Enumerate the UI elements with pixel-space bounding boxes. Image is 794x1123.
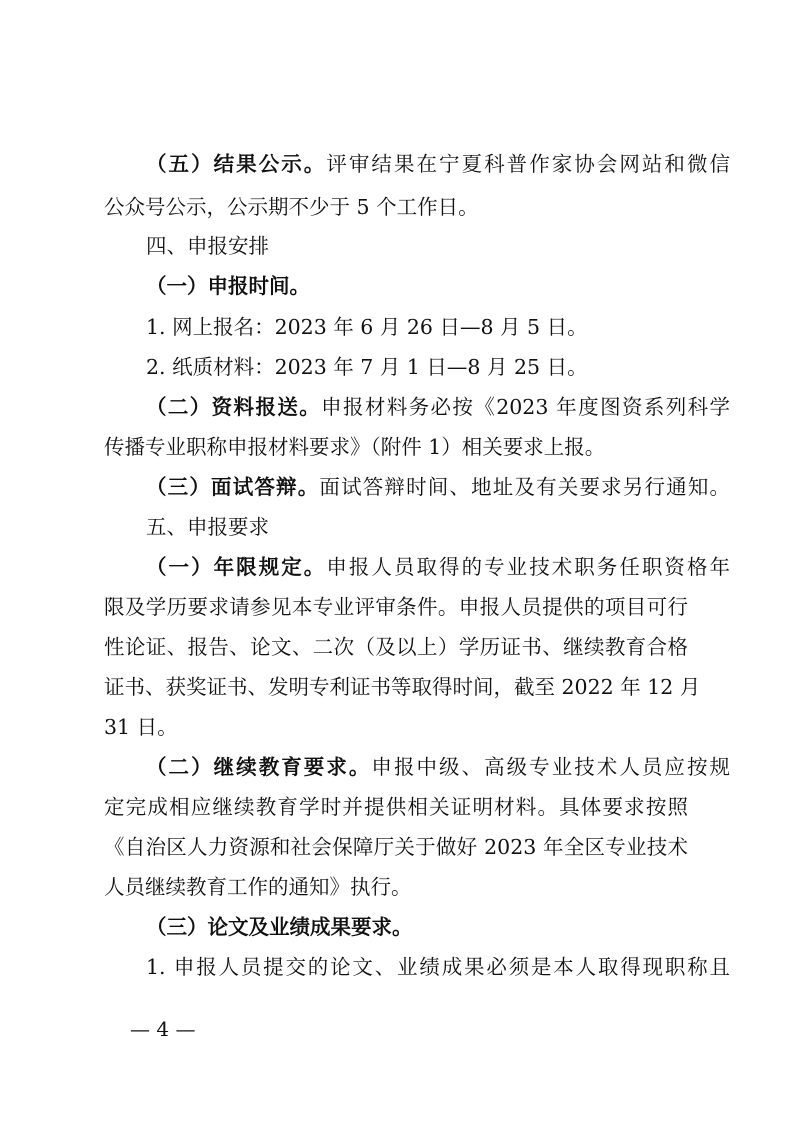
paragraph-line xyxy=(0,828,688,866)
paragraph-text: 31 日。 xyxy=(104,715,178,739)
paragraph-text: 性论证、报告、论文、二次（及以上）学历证书、继续教育合格 xyxy=(104,635,688,659)
subheading-material-submission: （二）资料报送。 xyxy=(146,395,322,419)
paragraph-interview-defense xyxy=(0,468,730,506)
paragraph-text: 人员继续教育工作的通知》执行。 xyxy=(104,875,412,899)
section-heading-text: 四、申报安排 xyxy=(146,234,269,258)
paragraph-results-announcement xyxy=(0,145,730,183)
list-item-online-registration xyxy=(0,308,794,346)
list-item-text: 2. 纸质材料：2023 年 7 月 1 日—8 月 25 日。 xyxy=(146,355,588,379)
subheading-application-time xyxy=(0,267,794,305)
paragraph-text: 评审结果在宁夏科普作家协会网站和微信 xyxy=(326,152,731,176)
paragraph-continuing-education xyxy=(0,748,730,786)
paragraph-line xyxy=(0,868,794,906)
subheading-continuing-education: （二）继续教育要求。 xyxy=(146,755,372,779)
subheading-papers-achievements xyxy=(0,908,794,946)
paragraph-line xyxy=(0,788,688,826)
list-item-paper-materials xyxy=(0,348,794,386)
paragraph-text: 申报材料务必按《2023 年度图资系列科学 xyxy=(321,395,731,419)
section-heading-text: 五、申报要求 xyxy=(146,515,269,539)
list-item-text: 1. 网上报名：2023 年 6 月 26 日—8 月 5 日。 xyxy=(146,315,588,339)
list-item-text: 1. 申报人员提交的论文、业绩成果必须是本人取得现职称且 xyxy=(146,955,730,979)
paragraph-years-regulation xyxy=(0,548,730,586)
paragraph-line xyxy=(0,428,794,466)
subheading-text: （一）申报时间。 xyxy=(146,274,310,298)
subheading-years-regulation: （一）年限规定。 xyxy=(146,555,327,579)
paragraph-text: 证书、获奖证书、发明专利证书等取得时间，截至 2022 年 12 月 xyxy=(104,675,701,699)
paragraph-text: 面试答辩时间、地址及有关要求另行通知。 xyxy=(319,475,731,499)
paragraph-text: 限及学历要求请参见本专业评审条件。申报人员提供的项目可行 xyxy=(104,595,688,619)
subheading-results-announcement: （五）结果公示。 xyxy=(146,152,327,176)
paragraph-line xyxy=(0,588,688,626)
paragraph-text: 申报人员取得的专业技术职务任职资格年 xyxy=(326,555,731,579)
paragraph-line xyxy=(0,628,688,666)
paragraph-text: 公众号公示，公示期不少于 5 个工作日。 xyxy=(104,195,479,219)
page-number: — 4 — xyxy=(130,1017,196,1041)
subheading-text: （三）论文及业绩成果要求。 xyxy=(146,915,413,939)
paragraph-material-submission xyxy=(0,388,730,426)
paragraph-line xyxy=(0,668,701,706)
section-heading-application-arrangement xyxy=(0,227,794,265)
paragraph-line xyxy=(0,708,794,746)
paragraph-text: 定完成相应继续教育学时并提供相关证明材料。具体要求按照 xyxy=(104,795,688,819)
section-heading-application-requirements xyxy=(0,508,794,546)
paragraph-text: 传播专业职称申报材料要求》（附件 1）相关要求上报。 xyxy=(104,435,606,459)
paragraph-line xyxy=(0,188,794,226)
paragraph-text: 《自治区人力资源和社会保障厅关于做好 2023 年全区专业技术 xyxy=(104,835,688,859)
list-item-papers-requirement xyxy=(0,948,730,986)
paragraph-text: 申报中级、高级专业技术人员应按规 xyxy=(371,755,731,779)
subheading-interview-defense: （三）面试答辩。 xyxy=(146,475,320,499)
